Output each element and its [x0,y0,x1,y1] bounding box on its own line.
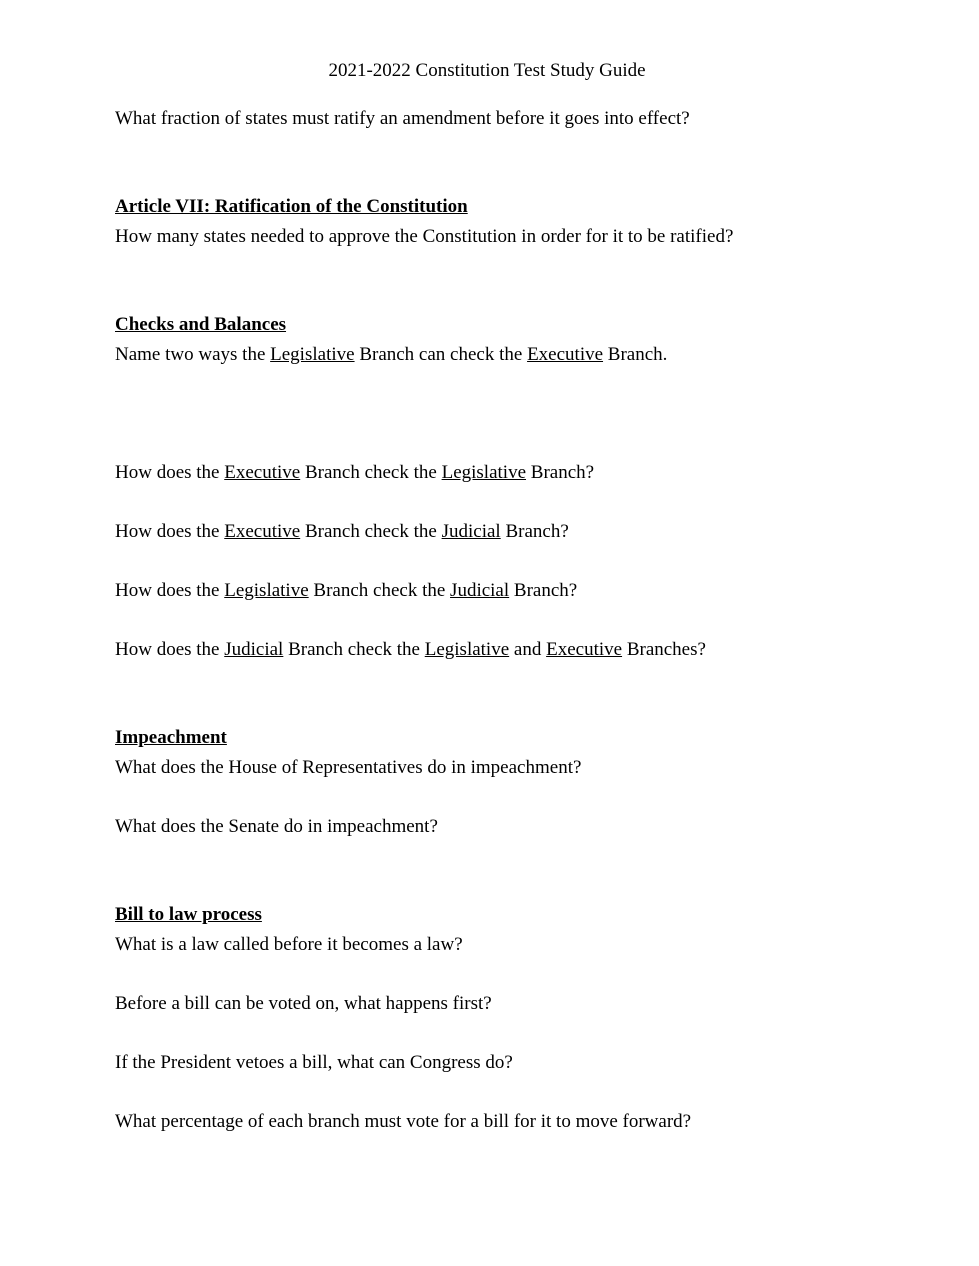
text-segment: What percentage of each branch must vote for a bill for it to move forward? [115,1110,692,1132]
text-segment: Before a bill can be voted on, what happens first? [115,992,492,1014]
question-line [115,104,859,134]
document-title: 2021-2022 Constitution Test Study Guide [328,60,646,81]
question-line [115,1048,859,1078]
document-body [115,104,859,1137]
underlined-term: Legislative [224,579,309,601]
question-line [115,576,859,606]
text-segment: Name two ways the [115,343,271,365]
text-segment: Branch can check the [354,343,528,365]
underlined-term: Executive [224,520,301,542]
text-segment: Branch check the [283,638,425,660]
text-segment: Bill to law process [115,904,262,925]
text-segment: What does the Senate do in impeachment? [115,815,438,837]
question-line [115,458,859,488]
underlined-term: Judicial [224,638,284,660]
text-segment: How many states needed to approve the Constitution in order for it to be ratified? [115,225,734,247]
section-heading [115,723,859,753]
question-line [115,340,859,370]
text-segment: What is a law called before it becomes a law? [115,933,463,955]
text-segment: Branch. [603,343,668,365]
text-segment: and [509,638,547,660]
text-segment: If the President vetoes a bill, what can Congress do? [115,1051,513,1073]
text-segment: Branches? [622,638,706,660]
underlined-term: Judicial [441,520,501,542]
text-segment: Impeachment [115,727,227,748]
text-segment: How does the [115,461,225,483]
question-line [115,930,859,960]
text-segment: Article VII: Ratification of the Constitution [115,196,468,217]
underlined-term: Executive [224,461,301,483]
question-line [115,812,859,842]
question-line [115,1107,859,1137]
text-segment: Branch? [509,579,578,601]
underlined-term: Executive [527,343,604,365]
text-segment: How does the [115,638,225,660]
text-segment: Branch check the [308,579,451,601]
text-segment: Branch check the [300,461,442,483]
text-segment: Branch check the [300,520,442,542]
underlined-term: Judicial [450,579,510,601]
question-line [115,517,859,547]
text-segment: Checks and Balances [115,314,287,335]
question-line [115,989,859,1019]
text-segment: Branch? [500,520,569,542]
underlined-term: Legislative [424,638,510,660]
text-segment: How does the [115,520,225,542]
text-segment: Branch? [526,461,595,483]
section-heading [115,192,859,222]
section-heading [115,900,859,930]
text-segment: What fraction of states must ratify an amendment before it goes into effect? [115,107,690,129]
underlined-term: Legislative [270,343,355,365]
underlined-term: Executive [546,638,623,660]
question-line [115,753,859,783]
underlined-term: Legislative [441,461,527,483]
section-heading [115,310,859,340]
question-line [115,635,859,665]
text-segment: What does the House of Representatives do in impeachment? [115,756,582,778]
question-line [115,222,859,252]
text-segment: How does the [115,579,225,601]
